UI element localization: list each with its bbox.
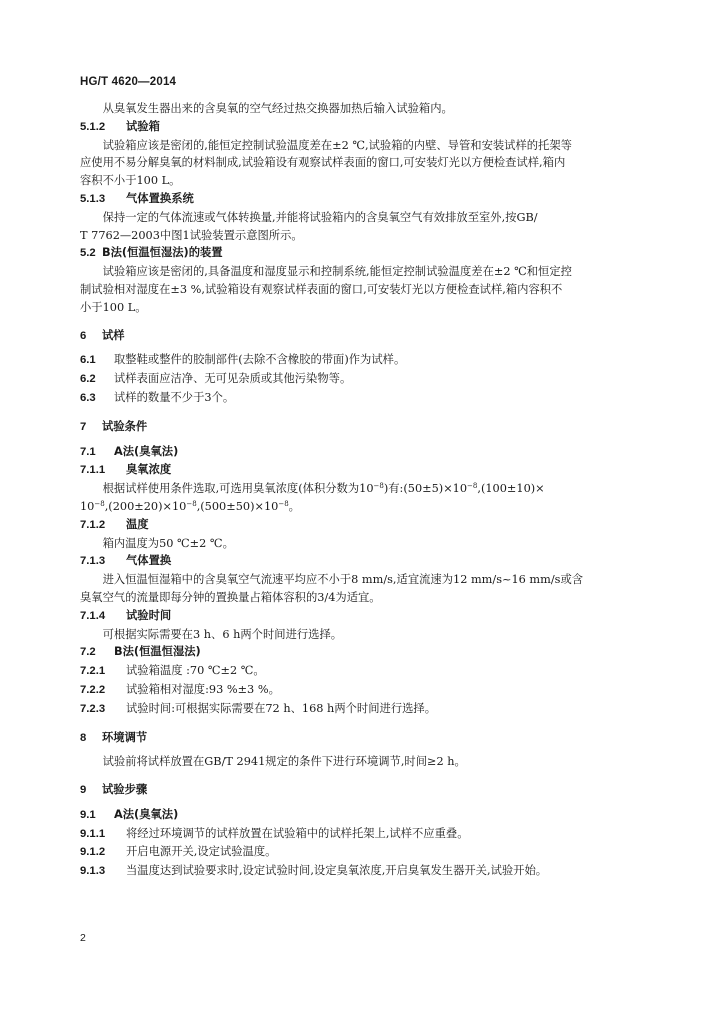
clause-6-3	[80, 389, 646, 408]
section-number: 7.1.2	[80, 518, 106, 531]
clause-9-1-2	[80, 843, 646, 862]
chapter-heading-7	[80, 418, 646, 437]
section-number: 7.2	[80, 646, 96, 659]
chapter-number: 8	[80, 731, 87, 744]
section-heading-5-1-3	[80, 190, 646, 209]
clause-text: 取整鞋或整件的胶制部件(去除不含橡胶的带面)作为试样。	[114, 353, 406, 367]
clause-6-1	[80, 351, 646, 370]
section-title: B法(恒温恒湿法)的装置	[102, 246, 223, 260]
chapter-title: 环境调节	[102, 730, 148, 744]
clause-7-2-1	[80, 662, 646, 681]
chapter-number: 7	[80, 420, 87, 433]
clause-number: 7.2.2	[80, 683, 106, 696]
text-run: ,(500±50)×10	[196, 499, 279, 513]
clause-6-2	[80, 370, 646, 389]
clause-number: 6.2	[80, 373, 96, 386]
section-number: 5.1.2	[80, 120, 106, 133]
paragraph-line	[80, 498, 646, 516]
chapter-heading-9	[80, 781, 646, 800]
chapter-number: 9	[80, 784, 87, 797]
paragraph-line: 可根据实际需要在3 h、6 h两个时间进行选择。	[102, 627, 343, 641]
paragraph-line: 应使用不易分解臭氧的材料制成,试验箱设有观察试样表面的窗口,可安装灯光以方便检查试样,箱内	[80, 156, 566, 170]
paragraph: 从臭氧发生器出来的含臭氧的空气经过热交换器加热后输入试验箱内。	[102, 102, 453, 115]
text-run: ,(100±10)×	[477, 482, 545, 496]
section-number: 7.1	[80, 445, 96, 458]
clause-number: 7.2.3	[80, 702, 106, 715]
clause-number: 7.2.1	[80, 665, 106, 678]
section-heading-5-2	[80, 244, 646, 263]
standard-code: HG/T 4620—2014	[80, 76, 177, 88]
section-number: 9.1	[80, 808, 96, 821]
section-heading-5-1-2	[80, 118, 646, 137]
page-number: 2	[80, 932, 86, 944]
clause-text: 试样的数量不少于3个。	[114, 390, 235, 404]
text-run: )有:(50±5)×10	[383, 482, 468, 496]
document-body	[80, 100, 646, 881]
clause-text: 开启电源开关,设定试验温度。	[126, 845, 277, 859]
section-heading-7-1-4	[80, 607, 646, 626]
superscript: −8	[278, 499, 289, 508]
clause-7-2-2	[80, 681, 646, 700]
section-number: 7.1.4	[80, 609, 106, 622]
paragraph-line: 箱内温度为50 ℃±2 ℃。	[102, 536, 234, 550]
section-title: 试验时间	[126, 608, 172, 622]
section-number: 5.2	[80, 247, 96, 260]
chapter-heading-8	[80, 729, 646, 748]
superscript: −8	[373, 482, 384, 491]
clause-text: 试验时间:可根据实际需要在72 h、168 h两个时间进行选择。	[126, 701, 437, 715]
section-heading-7-1	[80, 443, 646, 462]
chapter-heading-6	[80, 327, 646, 346]
section-title: 试验箱	[126, 119, 160, 133]
paragraph-line: 保持一定的气体流速或气体转换量,并能将试验箱内的含臭氧空气有效排放至室外,按GB/	[102, 210, 538, 224]
paragraph-line: 小于100 L。	[80, 300, 147, 314]
section-title: 臭氧浓度	[126, 463, 172, 477]
section-title: B法(恒温恒湿法)	[114, 645, 201, 659]
paragraph-line: 试验箱应该是密闭的,具备温度和湿度显示和控制系统,能恒定控制试验温度差在±2 ℃和恒定控	[102, 265, 572, 279]
section-number: 5.1.3	[80, 192, 106, 205]
paragraph-line: 臭氧空气的流量即每分钟的置换量占箱体容积的3/4为适宜。	[80, 590, 381, 604]
text-run: 。	[288, 499, 300, 513]
clause-number: 9.1.3	[80, 865, 106, 878]
clause-number: 9.1.1	[80, 827, 106, 840]
clause-9-1-3	[80, 862, 646, 881]
paragraph-line: 容积不小于100 L。	[80, 174, 181, 188]
section-heading-7-1-3	[80, 552, 646, 571]
chapter-title: 试验条件	[102, 419, 148, 433]
superscript: −8	[186, 499, 197, 508]
text-run: 根据试样使用条件选取,可选用臭氧浓度(体积分数为10	[102, 482, 374, 496]
section-number: 7.1.1	[80, 464, 106, 477]
clause-number: 6.1	[80, 354, 96, 367]
superscript: −8	[467, 482, 478, 491]
clause-text: 将经过环境调节的试样放置在试验箱中的试样托架上,试样不应重叠。	[126, 826, 469, 840]
section-title: A法(臭氧法)	[114, 807, 179, 821]
chapter-number: 6	[80, 329, 87, 342]
clause-9-1-1	[80, 825, 646, 844]
section-heading-7-2	[80, 643, 646, 662]
paragraph-line: 进入恒温恒湿箱中的含臭氧空气流速平均应不小于8 mm/s,适宜流速为12 mm/s~16 mm/s或含	[102, 573, 584, 587]
paragraph-line	[80, 480, 646, 498]
clause-number: 6.3	[80, 391, 96, 404]
section-heading-7-1-1	[80, 461, 646, 480]
clause-text: 试验箱温度 :70 ℃±2 ℃。	[126, 664, 265, 678]
clause-7-2-3	[80, 700, 646, 719]
section-title: 气体置换	[126, 554, 172, 568]
chapter-title: 试样	[102, 328, 125, 342]
text-run: ,(200±20)×10	[104, 499, 187, 513]
clause-text: 当温度达到试验要求时,设定试验时间,设定臭氧浓度,开启臭氧发生器开关,试验开始。	[126, 864, 548, 878]
paragraph-line: 试验前将试样放置在GB/T 2941规定的条件下进行环境调节,时间≥2 h。	[102, 755, 466, 769]
paragraph-line: 试验箱应该是密闭的,能恒定控制试验温度差在±2 ℃,试验箱的内壁、导管和安装试样的托架等	[102, 138, 572, 152]
paragraph-line: 制试验相对湿度在±3 %,试验箱设有观察试样表面的窗口,可安装灯光以方便检查试样,箱内容积不	[80, 282, 563, 296]
superscript: −8	[94, 499, 105, 508]
text-run: 10	[80, 499, 95, 513]
section-title: 温度	[126, 517, 149, 531]
section-heading-9-1	[80, 806, 646, 825]
paragraph-line: T 7762—2003中图1试验装置示意图所示。	[80, 228, 303, 242]
section-title: A法(臭氧法)	[114, 444, 179, 458]
chapter-title: 试验步骤	[102, 783, 148, 797]
section-heading-7-1-2	[80, 516, 646, 535]
clause-number: 9.1.2	[80, 846, 106, 859]
clause-text: 试样表面应洁净、无可见杂质或其他污染物等。	[114, 372, 352, 386]
section-title: 气体置换系统	[126, 191, 194, 205]
clause-text: 试验箱相对湿度:93 %±3 %。	[126, 682, 280, 696]
section-number: 7.1.3	[80, 555, 106, 568]
